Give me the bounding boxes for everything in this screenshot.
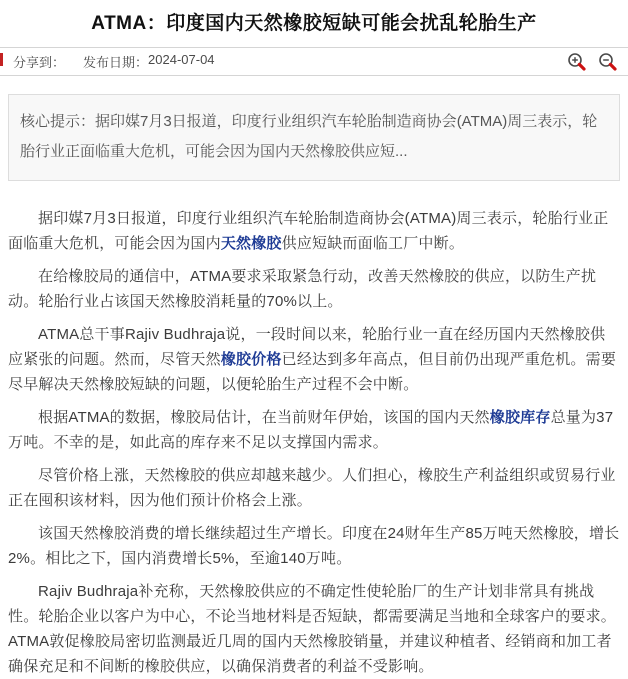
paragraph-text: 尽管价格上涨，天然橡胶的供应却越来越少。人们担心，橡胶生产利益组织或贸易行业正在囤积该材料，因为他们预计价格会上涨。 bbox=[8, 467, 616, 509]
paragraph-text: 根据ATMA的数据，橡胶局估计，在当前财年伊始，该国的国内天然 bbox=[38, 409, 490, 426]
article-paragraph bbox=[8, 463, 620, 513]
share-accent-mark bbox=[0, 53, 3, 66]
meta-bar bbox=[0, 47, 628, 76]
paragraph-text: Rajiv Budhraja补充称，天然橡胶供应的不确定性使轮胎厂的生产计划非常具有挑战性。轮胎企业以客户为中心，不论当地材料是否短缺，都需要满足当地和全球客户的要求。ATMA敦促橡胶局密切监测最近几周的国内天然橡胶销量，并建议种植者、经销商和加工者确保充足和不间断的橡胶供应，以确保消费者的利益不受影响。 bbox=[8, 583, 617, 675]
paragraph-text: 据印媒7月3日报道，印度行业组织汽车轮胎制造商协会(ATMA)周三表示，轮胎行业正面临重大危机，可能会因为国内 bbox=[8, 210, 609, 252]
publish-date-label: 发布日期： bbox=[83, 55, 149, 70]
paragraph-text: 该国天然橡胶消费的增长继续超过生产增长。印度在24财年生产85万吨天然橡胶，增长2%。相比之下，国内消费增长5%，至逾140万吨。 bbox=[8, 525, 620, 567]
paragraph-text: 已经达到多年高点，但目前仍出现严重危机。需要尽早解决天然橡胶短缺的问题，以便轮胎生产过程不会中断。 bbox=[8, 351, 617, 393]
page-title: ATMA：印度国内天然橡胶短缺可能会扰乱轮胎生产 bbox=[91, 13, 537, 34]
publish-date-group bbox=[83, 52, 215, 71]
inline-link[interactable]: 橡胶库存 bbox=[489, 409, 551, 426]
paragraph-text: 总量为37万吨。不幸的是，如此高的库存来不足以支撑国内需求。 bbox=[8, 409, 614, 451]
article-paragraph bbox=[8, 322, 620, 397]
article-body bbox=[0, 181, 628, 679]
paragraph-text: ATMA总干事Rajiv Budhraja说，一段时间以来，轮胎行业一直在经历国内天然橡胶供应紧张的问题。然而，尽管天然 bbox=[8, 326, 606, 368]
paragraph-text: 在给橡胶局的通信中，ATMA要求采取紧急行动，改善天然橡胶的供应，以防生产扰动。轮胎行业占该国天然橡胶消耗量的70%以上。 bbox=[8, 268, 597, 310]
paragraph-text: 供应短缺而面临工厂中断。 bbox=[281, 235, 465, 252]
article-paragraph bbox=[8, 521, 620, 571]
publish-date-value: 2024-07-04 bbox=[148, 52, 215, 67]
inline-link[interactable]: 橡胶价格 bbox=[220, 351, 282, 368]
share-label[interactable]: 分享到： bbox=[13, 55, 66, 70]
summary-box bbox=[8, 94, 620, 181]
article-paragraph bbox=[8, 206, 620, 256]
article-paragraph bbox=[8, 579, 620, 679]
page-header bbox=[0, 0, 628, 47]
zoom-out-icon[interactable] bbox=[597, 51, 619, 73]
article-paragraph bbox=[8, 405, 620, 455]
summary-text: 核心提示：据印媒7月3日报道，印度行业组织汽车轮胎制造商协会(ATMA)周三表示，轮胎行业正面临重大危机，可能会因为国内天然橡胶供应短... bbox=[20, 113, 598, 160]
inline-link[interactable]: 天然橡胶 bbox=[220, 235, 282, 252]
article-paragraph bbox=[8, 264, 620, 314]
zoom-in-icon[interactable] bbox=[566, 51, 588, 73]
